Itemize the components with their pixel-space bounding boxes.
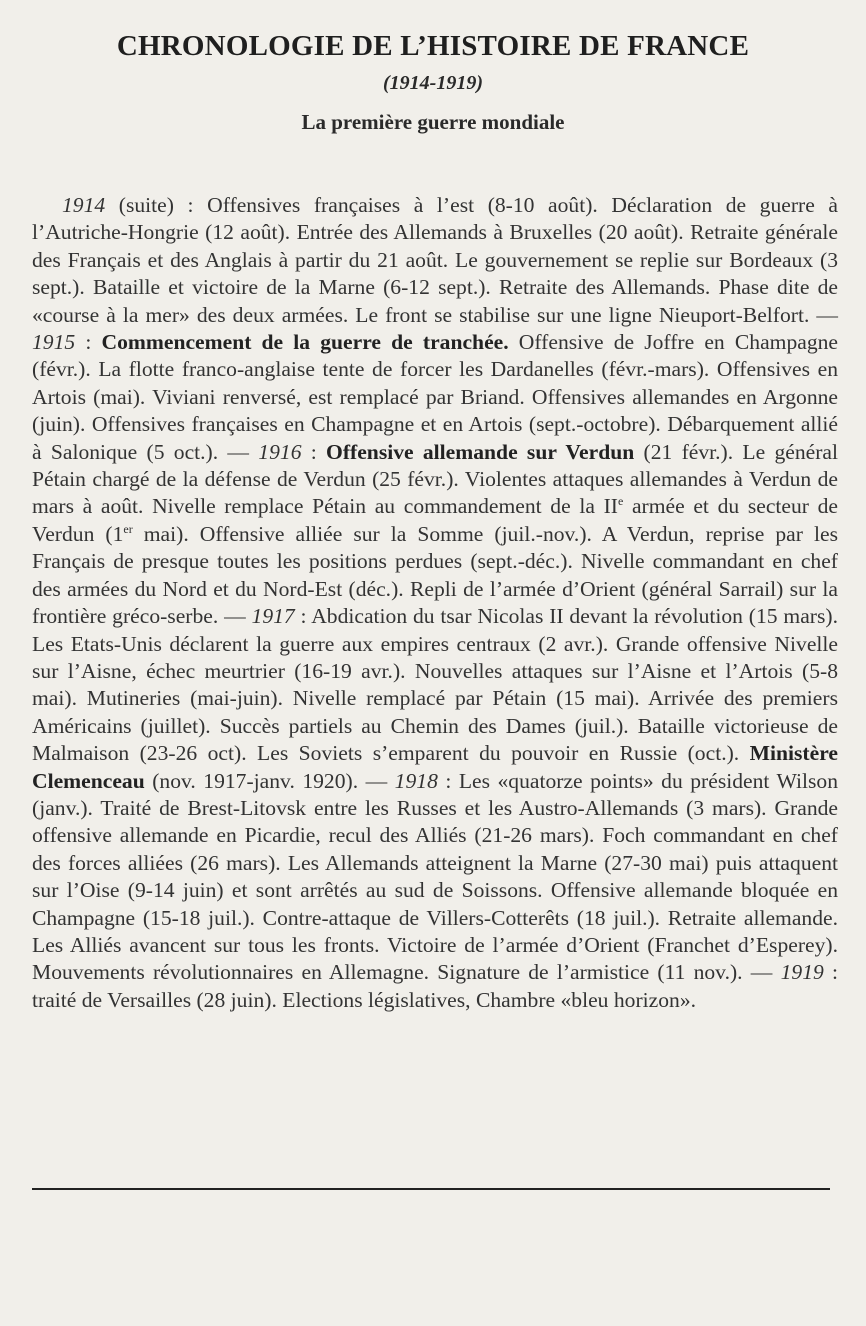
page-title: CHRONOLOGIE DE L’HISTOIRE DE FRANCE: [116, 30, 750, 62]
text-segment: armée et du secteur de Verdun (1: [32, 494, 839, 546]
text-segment: :: [301, 439, 327, 464]
year-1919: 1919: [780, 960, 824, 985]
text-segment: (21 févr.). Le général Pétain chargé de la défense de Verdun (25 févr.). Violentes attaques allemandes à Verdun de mars à août. Nivelle remplace Pétain au commandement de la II: [32, 439, 839, 519]
bottom-rule: [32, 1188, 830, 1190]
text-segment: (suite) : Offensives françaises à l’est (8-10 août). Déclaration de guerre à l’Autriche-Hongrie (12 août). Entrée des Allemands à Bruxelles (20 août). Retraite générale des Français et des Anglais à partir du 21 août. Le gouvernement se replie sur Bordeaux (3 sept.). Bataille et victoire de la Marne (6-12 sept.). Retraite des Allemands. Phase dite de «course à la mer» des deux armées. Le front se stabilise sur une ligne Nieuport-Belfort. —: [32, 193, 838, 327]
year-1917: 1917: [251, 604, 295, 629]
text-segment: : Abdication du tsar Nicolas II devant la révolution (15 mars). Les Etats-Unis déclarent la guerre aux empires centraux (2 avr.). Grande offensive Nivelle sur l’Aisne, échec meurtrier (16-19 avr.). Nouvelles attaques sur l’Aisne et l’Artois (5-8 mai). Mutineries (mai-juin). Nivelle remplacé par Pétain (15 mai). Arrivée des premiers Américains (juillet). Succès partiels au Chemin des Dames (juil.). Bataille victorieuse de Malmaison (23-26 oct). Les Soviets s’emparent du pouvoir en Russie (oct.).: [32, 604, 838, 766]
year-1915: 1915: [32, 330, 76, 355]
year-1916: 1916: [258, 439, 302, 464]
text-segment: :: [75, 330, 102, 355]
text-segment: : traité de Versailles (28 juin). Elections législatives, Chambre «bleu horizon».: [32, 960, 838, 1012]
bold-phrase: Offensive allemande sur Verdun: [326, 439, 635, 464]
superscript: e: [617, 494, 624, 509]
chronology-text: [32, 192, 838, 1014]
section-heading: La première guerre mondiale: [301, 110, 565, 134]
text-segment: : Les «quatorze points» du président Wilson (janv.). Traité de Brest-Litovsk entre les Russes et les Austro-Allemands (3 mars). Grande offensive allemande en Picardie, recul des Alliés (21-26 mars). Foch commandant en chef des forces alliées (26 mars). Les Allemands atteignent la Marne (27-30 mai) puis attaquent sur l’Oise (9-14 juin) et sont arrêtés au sud de Soissons. Offensive allemande bloquée en Champagne (15-18 juil.). Contre-attaque de Villers-Cotterêts (18 juil.). Retraite allemande. Les Alliés avancent sur tous les fronts. Victoire de l’armée d’Orient (Franchet d’Esperey). Mouvements révolutionnaires en Allemagne. Signature de l’armistice (11 nov.). —: [32, 768, 838, 985]
bold-phrase: Ministère Clemenceau: [32, 741, 838, 793]
page-subtitle: (1914-1919): [383, 72, 483, 94]
year-1914: 1914: [62, 193, 106, 217]
year-1918: 1918: [394, 768, 438, 793]
text-segment: mai). Offensive alliée sur la Somme (juil.-nov.). A Verdun, reprise par les Français de presque toutes les positions perdues (sept.-déc.). Nivelle commandant en chef des armées du Nord et du Nord-Est (déc.). Repli de l’armée d’Orient (général Sarrail) sur la frontière gréco-serbe. —: [32, 521, 838, 629]
text-segment: Offensive de Joffre en Champagne (févr.). La flotte franco-anglaise tente de forcer les Dardanelles (févr.-mars). Offensives en Artois (mai). Viviani renversé, est remplacé par Briand. Offensives allemandes en Argonne (juin). Offensives françaises en Champagne et en Artois (sept.-octobre). Débarquement allié à Salonique (5 oct.). —: [32, 330, 839, 464]
bold-phrase: Commencement de la guerre de tranchée.: [101, 330, 509, 355]
text-segment: (nov. 1917-janv. 1920). —: [144, 768, 395, 793]
chronology-paragraph: [32, 192, 838, 1014]
superscript: er: [123, 521, 133, 536]
